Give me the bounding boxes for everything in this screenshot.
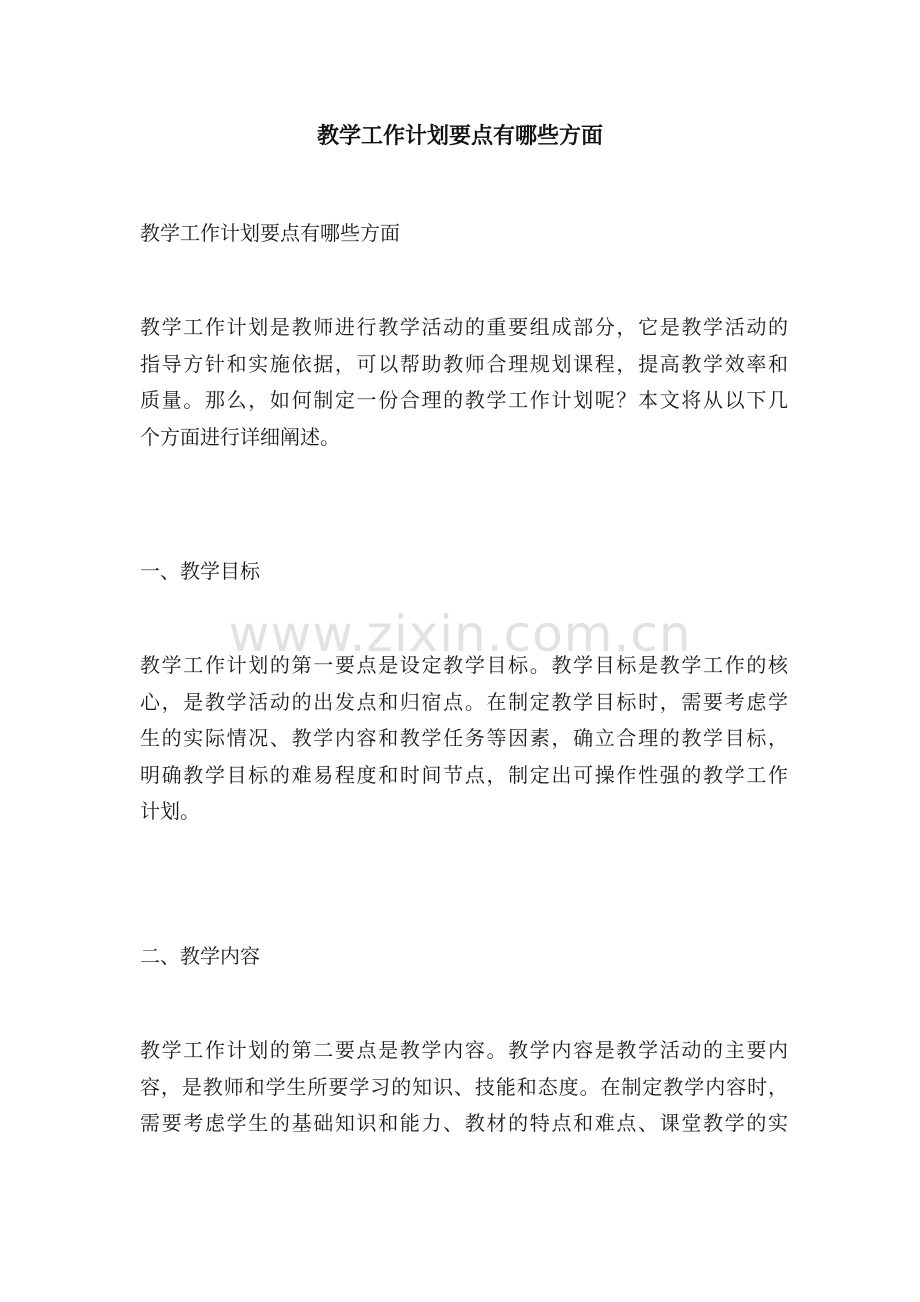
content-paragraph: [140, 1032, 788, 1142]
watermark: www.zixin.com.cn: [228, 605, 692, 663]
paragraph-line: 生的实际情况、教学内容和教学任务等因素，确立合理的教学目标，: [140, 726, 788, 750]
paragraph-line: 明确教学目标的难易程度和时间节点，制定出可操作性强的教学工作: [140, 762, 788, 787]
goals-paragraph: [140, 647, 788, 830]
document-subtitle: [140, 215, 788, 252]
paragraph-line: 计划。: [140, 799, 200, 823]
paragraph-line: 教学工作计划的第二要点是教学内容。教学内容是教学活动的主要内: [140, 1038, 788, 1062]
paragraph-line: 个方面进行详细阐述。: [140, 424, 340, 449]
paragraph-line: 心，是教学活动的出发点和归宿点。在制定教学目标时，需要考虑学: [140, 689, 788, 714]
section-heading-goals: [140, 553, 788, 590]
intro-paragraph: [140, 309, 788, 455]
paragraph-line: 质量。那么，如何制定一份合理的教学工作计划呢？本文将从以下几: [140, 388, 788, 412]
paragraph-line: 教学工作计划的第一要点是设定教学目标。教学目标是教学工作的核: [140, 653, 788, 677]
section-heading-text: 二、教学内容: [140, 944, 260, 968]
paragraph-line: 需要考虑学生的基础知识和能力、教材的特点和难点、课堂教学的实: [140, 1111, 788, 1135]
paragraph-line: 教学工作计划是教师进行教学活动的重要组成部分，它是教学活动的: [140, 315, 788, 339]
document-title: 教学工作计划要点有哪些方面: [316, 123, 603, 149]
section-heading-text: 一、教学目标: [140, 559, 260, 583]
paragraph-line: 指导方针和实施依据，可以帮助教师合理规划课程，提高教学效率和: [140, 351, 788, 376]
subtitle-text: 教学工作计划要点有哪些方面: [140, 221, 400, 245]
paragraph-line: 容，是教师和学生所要学习的知识、技能和态度。在制定教学内容时，: [140, 1074, 788, 1099]
section-heading-content: [140, 938, 788, 975]
